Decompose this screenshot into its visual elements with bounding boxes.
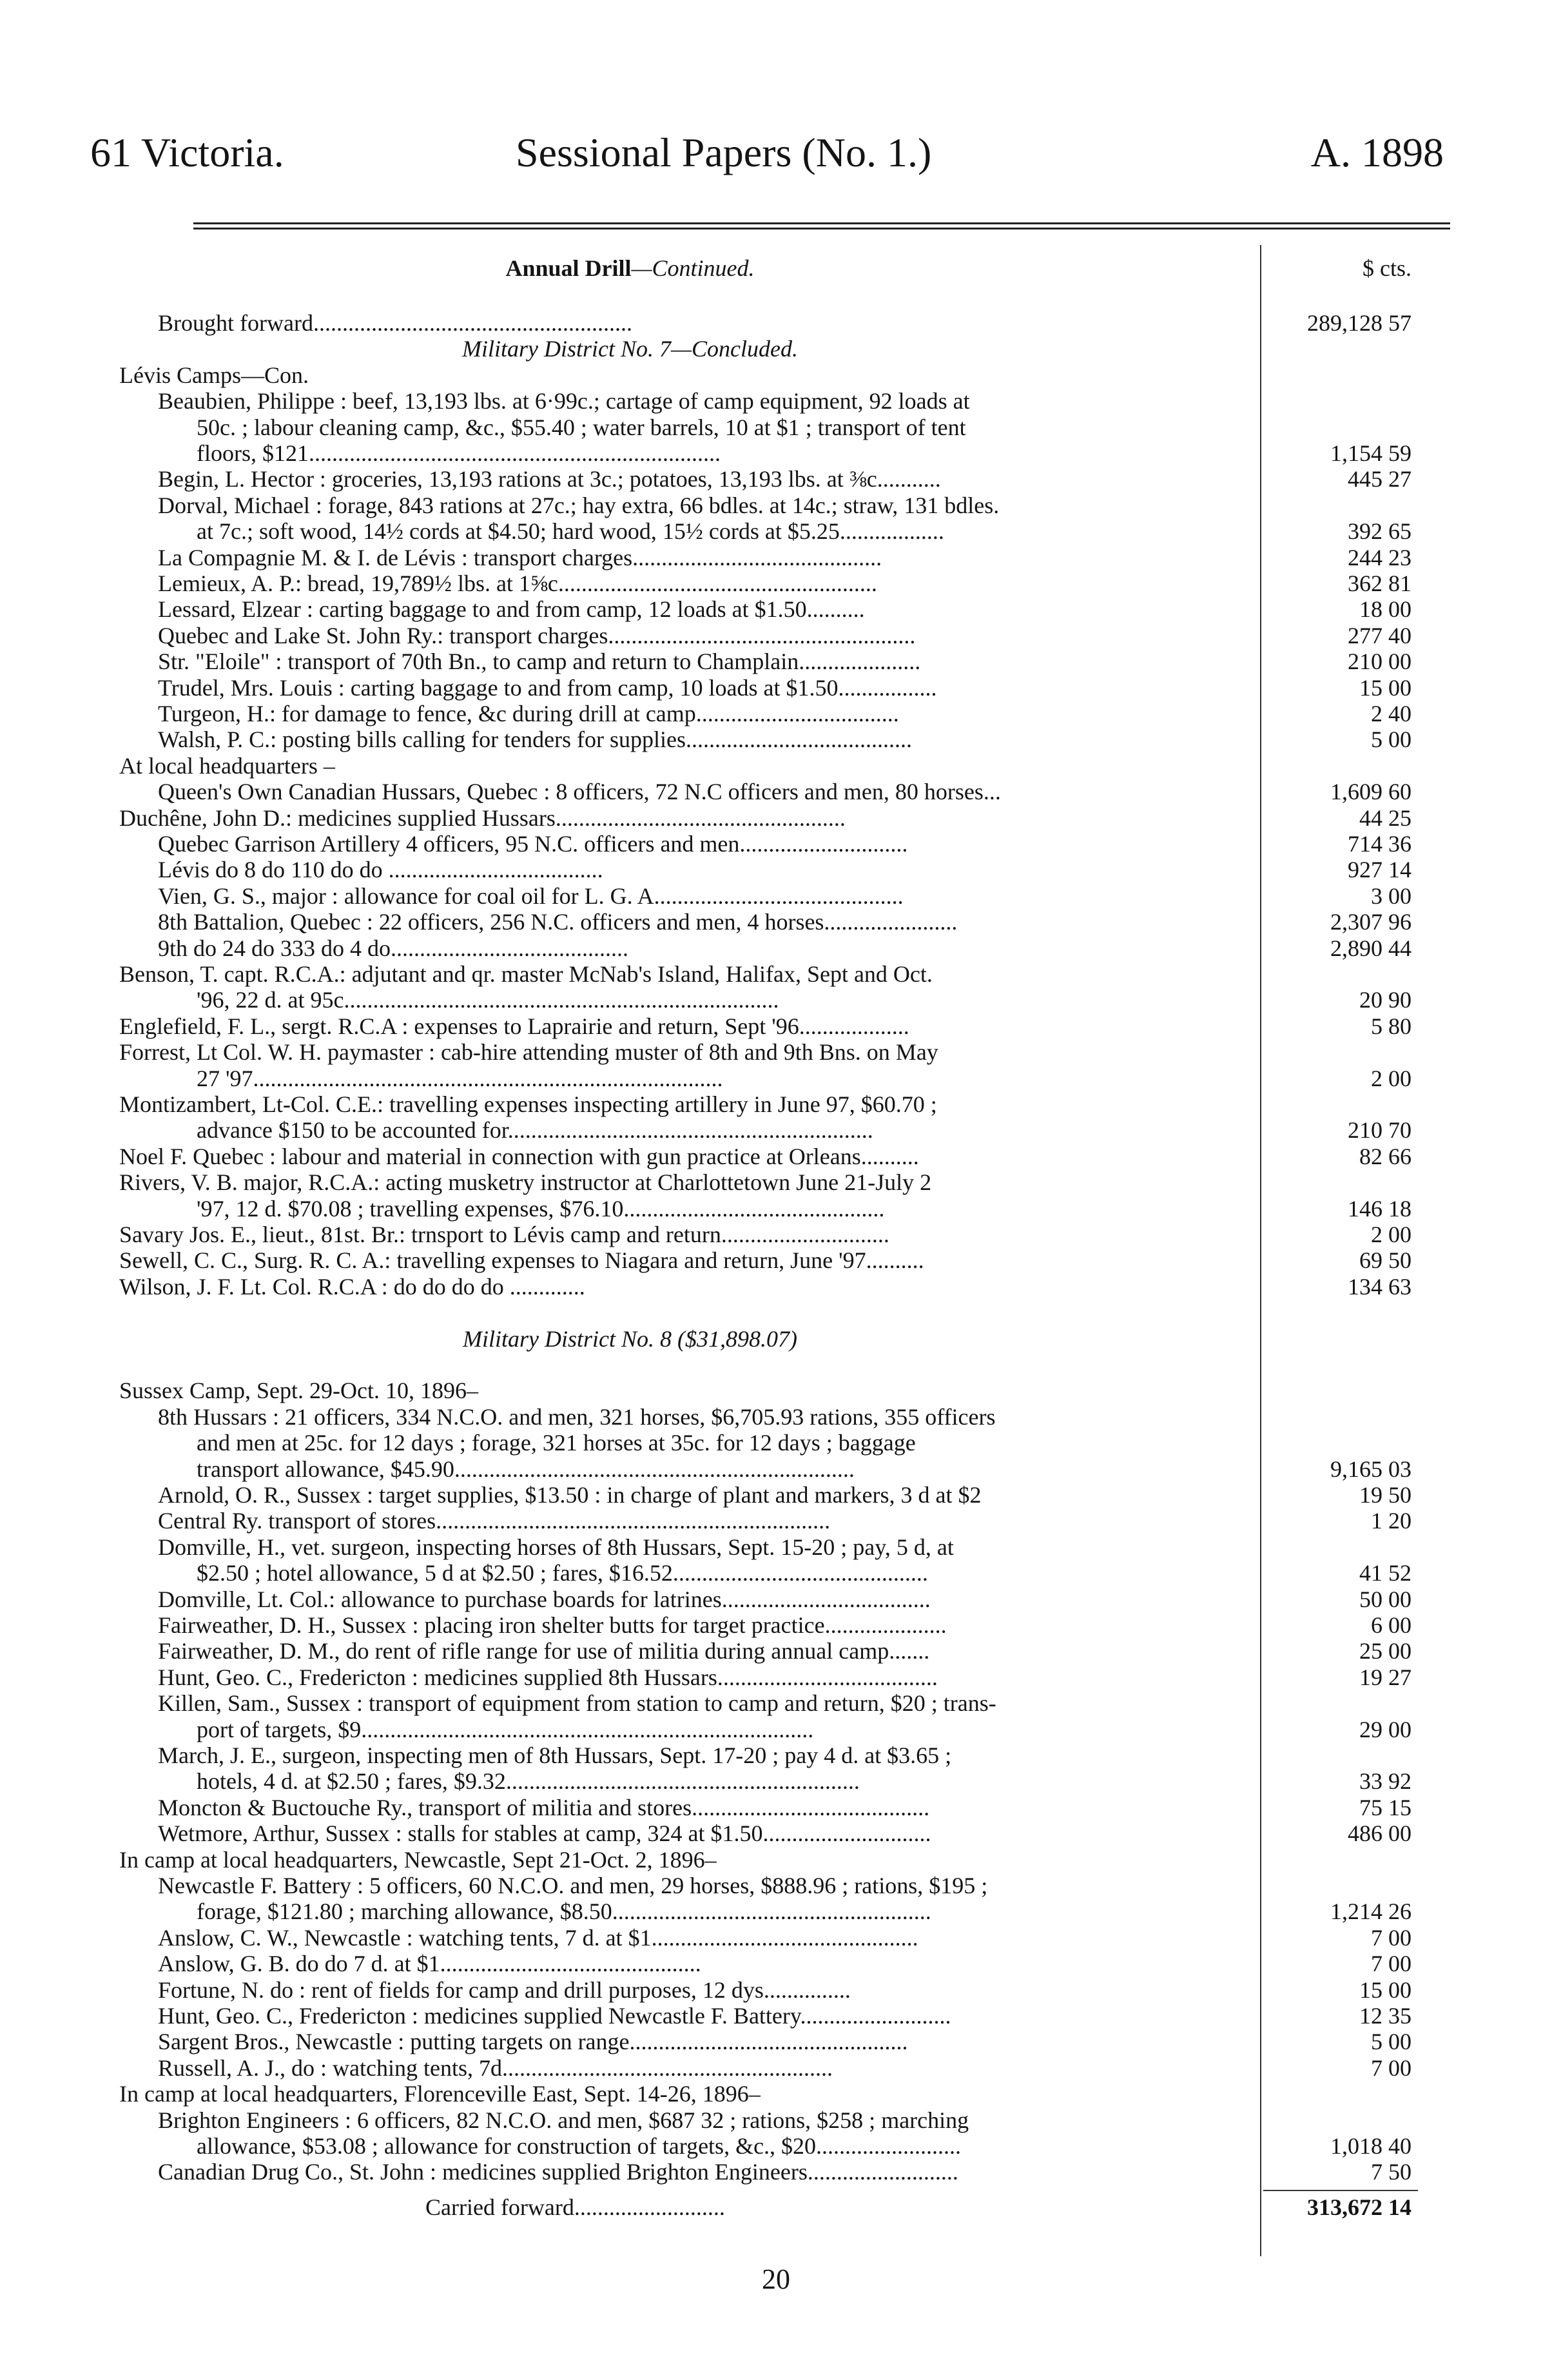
ledger-text: Lévis Camps—Con.	[119, 362, 309, 388]
ledger-text: Sewell, C. C., Surg. R. C. A.: travelling expenses to Niagara and return, June '97..........	[119, 1247, 924, 1273]
ledger-text: 8th Battalion, Quebec : 22 officers, 256 N.C. officers and men, 4 horses.......................	[158, 909, 958, 935]
ledger-row	[0, 1846, 1552, 1873]
ledger-row	[0, 935, 1552, 962]
ledger-amount: 18 00	[1359, 596, 1411, 622]
ledger-row	[0, 570, 1552, 597]
ledger-row	[0, 1664, 1552, 1691]
ledger-text: hotels, 4 d. at $2.50 ; fares, $9.32.............................................................	[197, 1768, 860, 1794]
ledger-text: At local headquarters –	[119, 753, 335, 779]
ledger-row	[0, 387, 1552, 415]
ledger-amount: 146 18	[1348, 1196, 1411, 1222]
ledger-amount: 134 63	[1348, 1274, 1411, 1300]
ledger-row	[0, 2028, 1552, 2055]
ledger-text: Wetmore, Arthur, Sussex : stalls for stables at camp, 324 at $1.50.............................	[158, 1820, 931, 1846]
carried-forward-row	[0, 2194, 1552, 2221]
ledger-text: Hunt, Geo. C., Fredericton : medicines supplied 8th Hussars......................................	[158, 1664, 938, 1690]
ledger-text: Benson, T. capt. R.C.A.: adjutant and qr. master McNab's Island, Halifax, Sept and Oct.	[119, 961, 933, 987]
ledger-row	[0, 1299, 1552, 1326]
ledger-row	[0, 518, 1552, 545]
ledger-amount: 1,018 40	[1330, 2133, 1411, 2159]
ledger-text: Montizambert, Lt-Col. C.E.: travelling expenses inspecting artillery in June 97, $60.70 ;	[119, 1091, 937, 1117]
ledger-text: Sussex Camp, Sept. 29-Oct. 10, 1896–	[119, 1378, 478, 1403]
ledger-text: Domville, Lt. Col.: allowance to purchase boards for latrines....................................	[158, 1586, 931, 1612]
ledger-text: Fortune, N. do : rent of fields for camp and drill purposes, 12 dys...............	[158, 1977, 851, 2003]
ledger-text: Anslow, G. B. do do 7 d. at $1.............................................	[158, 1951, 701, 1976]
ledger-amount: 7 00	[1371, 1925, 1411, 1951]
ledger-amount: 714 36	[1348, 831, 1411, 857]
ledger-row	[0, 440, 1552, 467]
ledger-amount: 1 20	[1371, 1508, 1411, 1534]
ledger-amount: 20 90	[1359, 987, 1411, 1013]
page-number: 20	[762, 2263, 790, 2295]
ledger-text: Killen, Sam., Sussex : transport of equipment from station to camp and return, $20 ; trans-	[158, 1690, 996, 1716]
ledger-text: allowance, $53.08 ; allowance for construction of targets, &c., $20.........................	[197, 2133, 962, 2159]
ledger-row	[0, 2002, 1552, 2029]
ledger-row	[0, 1976, 1552, 2004]
ledger-row	[0, 1091, 1552, 1118]
ledger-text: Fairweather, D. H., Sussex : placing iron shelter butts for target practice.....................	[158, 1612, 947, 1638]
ledger-text: Domville, H., vet. surgeon, inspecting horses of 8th Hussars, Sept. 15-20 ; pay, 5 d, at	[158, 1534, 954, 1560]
ledger-text: Quebec and Lake St. John Ry.: transport charges.....................................................	[158, 623, 916, 649]
ledger-amount: 1,609 60	[1330, 779, 1411, 805]
ledger-text: 8th Hussars : 21 officers, 334 N.C.O. and men, 321 horses, $6,705.93 rations, 355 officers	[158, 1404, 996, 1430]
ledger-amount: 3 00	[1371, 883, 1411, 909]
ledger-text: floors, $121.......................................................................	[197, 440, 721, 466]
ledger-row	[0, 1456, 1552, 1483]
ledger-row	[0, 1612, 1552, 1639]
ledger-text: Duchêne, John D.: medicines supplied Hussars..................................................	[119, 805, 846, 831]
section-title-main: Annual Drill	[505, 255, 632, 281]
ledger-amount: 19 50	[1359, 1482, 1411, 1508]
ledger-row	[0, 1559, 1552, 1586]
ledger-text: at 7c.; soft wood, 14½ cords at $4.50; hard wood, 15½ cords at $5.25..................	[197, 518, 944, 544]
ledger-row	[0, 596, 1552, 623]
ledger-amount: 2 00	[1371, 1222, 1411, 1247]
ledger-text: advance $150 to be accounted for...............................................................	[197, 1117, 873, 1143]
ledger-text: 27 '97.................................................................................	[197, 1066, 723, 1091]
ledger-amount: 210 00	[1348, 649, 1411, 674]
ledger-text: Lemieux, A. P.: bread, 19,789½ lbs. at 1⅝c.......................................................	[158, 571, 877, 596]
ledger-row	[0, 1872, 1552, 1899]
ledger-row	[0, 1637, 1552, 1664]
ledger-text: Wilson, J. F. Lt. Col. R.C.A : do do do do .............	[119, 1274, 585, 1300]
ledger-amount: 6 00	[1371, 1612, 1411, 1638]
ledger-row	[0, 726, 1552, 753]
ledger-text: Lévis do 8 do 110 do do .....................................	[158, 857, 603, 883]
ledger-amount: 5 80	[1371, 1013, 1411, 1039]
ledger-text: Brought forward.......................................................	[158, 310, 632, 336]
ledger-row	[0, 1117, 1552, 1144]
ledger-row	[0, 1950, 1552, 1977]
ledger-row	[0, 309, 1552, 337]
ledger-text: In camp at local headquarters, Florenceville East, Sept. 14-26, 1896–	[119, 2081, 761, 2107]
ledger-text: Newcastle F. Battery : 5 officers, 60 N.C.O. and men, 29 horses, $888.96 ; rations, $195 ;	[158, 1873, 988, 1898]
ledger-amount: 15 00	[1359, 675, 1411, 701]
header-year: A. 1898	[1310, 130, 1444, 175]
ledger-row	[0, 362, 1552, 389]
ledger-text: '97, 12 d. $70.08 ; travelling expenses, $76.10.............................................	[197, 1196, 885, 1222]
ledger-row	[0, 1534, 1552, 1561]
ledger-text: Queen's Own Canadian Hussars, Quebec : 8 officers, 72 N.C officers and men, 80 horses...	[158, 779, 1001, 805]
ledger-amount: 289,128 57	[1307, 310, 1411, 336]
ledger-text: Rivers, V. B. major, R.C.A.: acting musketry instructor at Charlottetown June 21-July 2	[119, 1169, 932, 1195]
ledger-text: Dorval, Michael : forage, 843 rations at 27c.; hay extra, 66 bdles. at 14c.; straw, 131 bdles.	[158, 493, 1000, 518]
ledger-row	[0, 1013, 1552, 1040]
ledger-amount: 33 92	[1359, 1768, 1411, 1794]
ledger-row	[0, 1247, 1552, 1274]
ledger-text: port of targets, $9..............................................................................	[197, 1717, 814, 1742]
ledger-text: forage, $121.80 ; marching allowance, $8.50.......................................................	[197, 1898, 931, 1924]
ledger-row	[0, 2158, 1552, 2185]
ledger-text: Begin, L. Hector : groceries, 13,193 rations at 3c.; potatoes, 13,193 lbs. at ⅜c...........	[158, 466, 941, 492]
carried-forward-amount: 313,672 14	[1307, 2194, 1411, 2220]
ledger-row	[0, 1065, 1552, 1092]
ledger-row	[0, 1768, 1552, 1795]
ledger-row	[0, 830, 1552, 857]
ledger-row	[0, 856, 1552, 883]
ledger-row	[0, 1377, 1552, 1404]
ledger-row	[0, 622, 1552, 649]
ledger-text: Military District No. 8 ($31,898.07)	[463, 1326, 797, 1352]
ledger-row	[0, 1351, 1552, 1378]
ledger-row	[0, 1429, 1552, 1456]
ledger-amount: 277 40	[1348, 623, 1411, 649]
ledger-amount: 362 81	[1348, 571, 1411, 596]
ledger-amount: 12 35	[1359, 2003, 1411, 2029]
ledger-amount: 29 00	[1359, 1717, 1411, 1742]
ledger-row	[0, 752, 1552, 779]
ledger-amount: 19 27	[1359, 1664, 1411, 1690]
ledger-row	[0, 1143, 1552, 1170]
ledger-row	[0, 700, 1552, 727]
ledger-row	[0, 1820, 1552, 1847]
header-title: Sessional Papers (No. 1.)	[516, 130, 932, 175]
ledger-amount: 445 27	[1348, 466, 1411, 492]
ledger-row	[0, 674, 1552, 701]
ledger-text: Quebec Garrison Artillery 4 officers, 95 N.C. officers and men.............................	[158, 831, 908, 857]
section-title-suffix: —Continued.	[631, 255, 755, 281]
ledger-text: Sargent Bros., Newcastle : putting targets on range................................................	[158, 2029, 908, 2054]
ledger-text: Brighton Engineers : 6 officers, 82 N.C.O. and men, $687 32 ; rations, $258 ; marching	[158, 2107, 969, 2133]
ledger-text: Str. "Eloile" : transport of 70th Bn., to camp and return to Champlain.....................	[158, 649, 921, 674]
ledger-row	[0, 1794, 1552, 1821]
ledger-text: Savary Jos. E., lieut., 81st. Br.: trnsport to Lévis camp and return.............................	[119, 1222, 889, 1247]
ledger-amount: 9,165 03	[1330, 1456, 1411, 1482]
ledger-row	[0, 1039, 1552, 1066]
header-rule-bottom	[193, 228, 1450, 229]
ledger-text: '96, 22 d. at 95c...........................................................................	[197, 987, 779, 1013]
ledger-amount: 75 15	[1359, 1795, 1411, 1820]
ledger-row	[0, 1403, 1552, 1430]
ledger-amount: 7 50	[1371, 2159, 1411, 2185]
total-rule	[1263, 2190, 1418, 2191]
ledger-amount: 927 14	[1348, 857, 1411, 883]
ledger-text: Arnold, O. R., Sussex : target supplies, $13.50 : in charge of plant and markers, 3 d at $2	[158, 1482, 982, 1508]
ledger-text: Moncton & Buctouche Ry., transport of militia and stores.........................................	[158, 1795, 930, 1820]
ledger-text: Trudel, Mrs. Louis : carting baggage to and from camp, 10 loads at $1.50.................	[158, 675, 937, 701]
ledger-text: transport allowance, $45.90.....................................................................	[197, 1456, 855, 1482]
ledger-text: In camp at local headquarters, Newcastle, Sept 21-Oct. 2, 1896–	[119, 1847, 717, 1873]
ledger-row	[0, 1169, 1552, 1196]
ledger-row	[0, 2054, 1552, 2082]
ledger-text: Canadian Drug Co., St. John : medicines supplied Brighton Engineers..........................	[158, 2159, 958, 2185]
ledger-row	[0, 1898, 1552, 1925]
ledger-amount: 2 40	[1371, 701, 1411, 727]
ledger-amount: 7 00	[1371, 2055, 1411, 2081]
ledger-amount: 1,154 59	[1330, 440, 1411, 466]
ledger-amount: 44 25	[1359, 805, 1411, 831]
ledger-amount: 392 65	[1348, 518, 1411, 544]
ledger-amount: 1,214 26	[1330, 1898, 1411, 1924]
ledger-text: Englefield, F. L., sergt. R.C.A : expenses to Laprairie and return, Sept '96...................	[119, 1013, 909, 1039]
ledger-amount: 5 00	[1371, 727, 1411, 752]
ledger-text: Anslow, C. W., Newcastle : watching tents, 7 d. at $1..............................................	[158, 1925, 918, 1951]
header-volume: 61 Victoria.	[90, 130, 284, 175]
ledger-row	[0, 778, 1552, 805]
ledger-amount: 210 70	[1348, 1117, 1411, 1143]
ledger-amount: 2 00	[1371, 1066, 1411, 1091]
ledger-amount: 82 66	[1359, 1144, 1411, 1169]
ledger-amount: 41 52	[1359, 1560, 1411, 1586]
ledger-row	[0, 1481, 1552, 1508]
ledger-row	[0, 1924, 1552, 1951]
ledger-amount: 25 00	[1359, 1638, 1411, 1664]
ledger-row	[0, 1195, 1552, 1222]
section-title	[0, 255, 1260, 282]
ledger-row	[0, 1273, 1552, 1300]
ledger-text: 9th do 24 do 333 do 4 do.........................................	[158, 935, 629, 961]
ledger-amount: 244 23	[1348, 545, 1411, 571]
ledger-text: Noel F. Quebec : labour and material in connection with gun practice at Orleans..........	[119, 1144, 919, 1169]
ledger-row	[0, 2107, 1552, 2134]
ledger-amount: 2,890 44	[1330, 935, 1411, 961]
ledger-text: La Compagnie M. & I. de Lévis : transport charges...........................................	[158, 545, 882, 571]
header-rule-top	[193, 222, 1450, 224]
ledger-text: $2.50 ; hotel allowance, 5 d at $2.50 ; fares, $16.52............................................	[197, 1560, 928, 1586]
ledger-amount: 2,307 96	[1330, 909, 1411, 935]
ledger-row	[0, 1742, 1552, 1769]
ledger-row	[0, 544, 1552, 571]
district-heading	[0, 335, 1552, 362]
carried-forward-label: Carried forward..........................	[425, 2194, 725, 2220]
ledger-row	[0, 2132, 1552, 2160]
ledger-row	[0, 961, 1552, 988]
ledger-amount: 50 00	[1359, 1586, 1411, 1612]
ledger-row	[0, 805, 1552, 832]
ledger-amount: 15 00	[1359, 1977, 1411, 2003]
ledger-text: Beaubien, Philippe : beef, 13,193 lbs. at 6·99c.; cartage of camp equipment, 92 loads at	[158, 388, 970, 414]
ledger-row	[0, 648, 1552, 675]
ledger-text: Fairweather, D. M., do rent of rifle range for use of militia during annual camp.......	[158, 1638, 930, 1664]
ledger-row	[0, 908, 1552, 935]
ledger-text: 50c. ; labour cleaning camp, &c., $55.40 ; water barrels, 10 at $1 ; transport of tent	[197, 415, 966, 440]
ledger-text: and men at 25c. for 12 days ; forage, 321 horses at 35c. for 12 days ; baggage	[197, 1430, 916, 1456]
running-header	[90, 129, 1444, 180]
ledger-row	[0, 1716, 1552, 1743]
ledger-amount: 486 00	[1348, 1820, 1411, 1846]
ledger-row	[0, 986, 1552, 1013]
ledger-text: Vien, G. S., major : allowance for coal oil for L. G. A...........................................	[158, 883, 904, 909]
ledger-text: Russell, A. J., do : watching tents, 7d.........................................................	[158, 2055, 833, 2081]
ledger-text: Hunt, Geo. C., Fredericton : medicines supplied Newcastle F. Battery..........................	[158, 2003, 951, 2029]
ledger-amount: 7 00	[1371, 1951, 1411, 1976]
ledger-row	[0, 1221, 1552, 1248]
ledger-text: Turgeon, H.: for damage to fence, &c during drill at camp...................................	[158, 701, 899, 727]
ledger-row	[0, 1507, 1552, 1534]
ledger-text: Forrest, Lt Col. W. H. paymaster : cab-hire attending muster of 8th and 9th Bns. on May	[119, 1039, 938, 1065]
currency-label: $ cts.	[1363, 255, 1411, 281]
ledger-row	[0, 2080, 1552, 2107]
ledger-amount: 69 50	[1359, 1247, 1411, 1273]
ledger-text: Military District No. 7—Concluded.	[462, 336, 798, 362]
ledger-text: Walsh, P. C.: posting bills calling for tenders for supplies.......................................	[158, 727, 913, 752]
ledger-text: Lessard, Elzear : carting baggage to and from camp, 12 loads at $1.50..........	[158, 596, 865, 622]
ledger-row	[0, 465, 1552, 493]
ledger-row	[0, 1586, 1552, 1613]
ledger-amount: 5 00	[1371, 2029, 1411, 2054]
ledger-row	[0, 414, 1552, 441]
ledger-row	[0, 492, 1552, 519]
district-heading	[0, 1325, 1552, 1352]
ledger-text: Central Ry. transport of stores....................................................................	[158, 1508, 831, 1534]
ledger-row	[0, 883, 1552, 910]
ledger-row	[0, 1690, 1552, 1717]
ledger-text: March, J. E., surgeon, inspecting men of 8th Hussars, Sept. 17-20 ; pay 4 d. at $3.65 ;	[158, 1742, 952, 1768]
